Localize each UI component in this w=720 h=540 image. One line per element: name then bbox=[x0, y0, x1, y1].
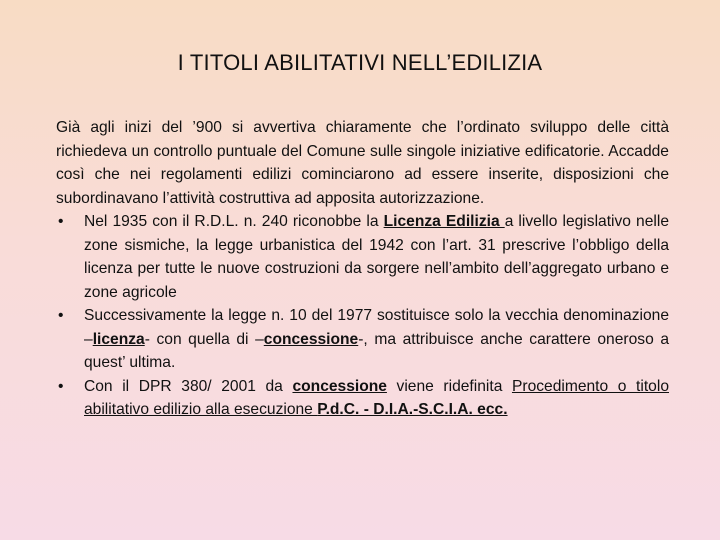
slide-body bbox=[56, 116, 669, 422]
bullet-icon: • bbox=[58, 377, 64, 395]
list-item bbox=[56, 210, 669, 304]
list-item bbox=[56, 375, 669, 422]
bullet-text: Successivamente la legge n. 10 del 1977 sostituisce solo la vecchia denominazione – bbox=[84, 307, 669, 348]
bullet-text: - con quella di – bbox=[144, 330, 264, 348]
bullet-text: Con il DPR 380/ 2001 da bbox=[84, 377, 293, 395]
intro-paragraph: Già agli inizi del ’900 si avvertiva chiaramente che l’ordinato sviluppo delle città richiedeva un controllo puntuale del Comune sulle singole iniziative edificatorie. Accadde così che nei regolamenti edilizi cominciarono ad essere inserite, disposizioni che subordinavano l’attività costruttiva ad apposita autorizzazione. bbox=[56, 119, 669, 207]
bullet-text: -, ma attribuisce anche carattere oneroso a quest’ ultima. bbox=[84, 330, 669, 371]
concessione-term: concessione bbox=[263, 330, 359, 348]
bullet-text: Nel 1935 con il R.D.L. n. 240 riconobbe la bbox=[84, 213, 384, 230]
bullet-text: a livello legislativo nelle zone sismiche, la legge urbanistica del 1942 con l’art. 31 prescrive l’obbligo della licenza per tutte le nuove costruzioni da sorgere nell’ambito dell’aggregato urbano e zone agricole bbox=[84, 213, 669, 301]
list-item bbox=[56, 304, 669, 375]
bullet-icon: • bbox=[58, 307, 64, 324]
titoli-acronyms: P.d.C. - D.I.A.-S.C.I.A. ecc. bbox=[317, 401, 508, 418]
licenza-edilizia-term: Licenza Edilizia bbox=[383, 213, 505, 230]
licenza-term: licenza bbox=[92, 330, 145, 348]
bullet-icon: • bbox=[58, 213, 64, 230]
bullet-list bbox=[56, 210, 669, 422]
concessione-term: concessione bbox=[292, 377, 387, 395]
procedimento-term: Procedimento o titolo abilitativo edilizio alla esecuzione bbox=[84, 377, 669, 418]
slide-title: I TITOLI ABILITATIVI NELL’EDILIZIA bbox=[177, 50, 543, 75]
bullet-text: viene ridefinita bbox=[386, 377, 512, 395]
